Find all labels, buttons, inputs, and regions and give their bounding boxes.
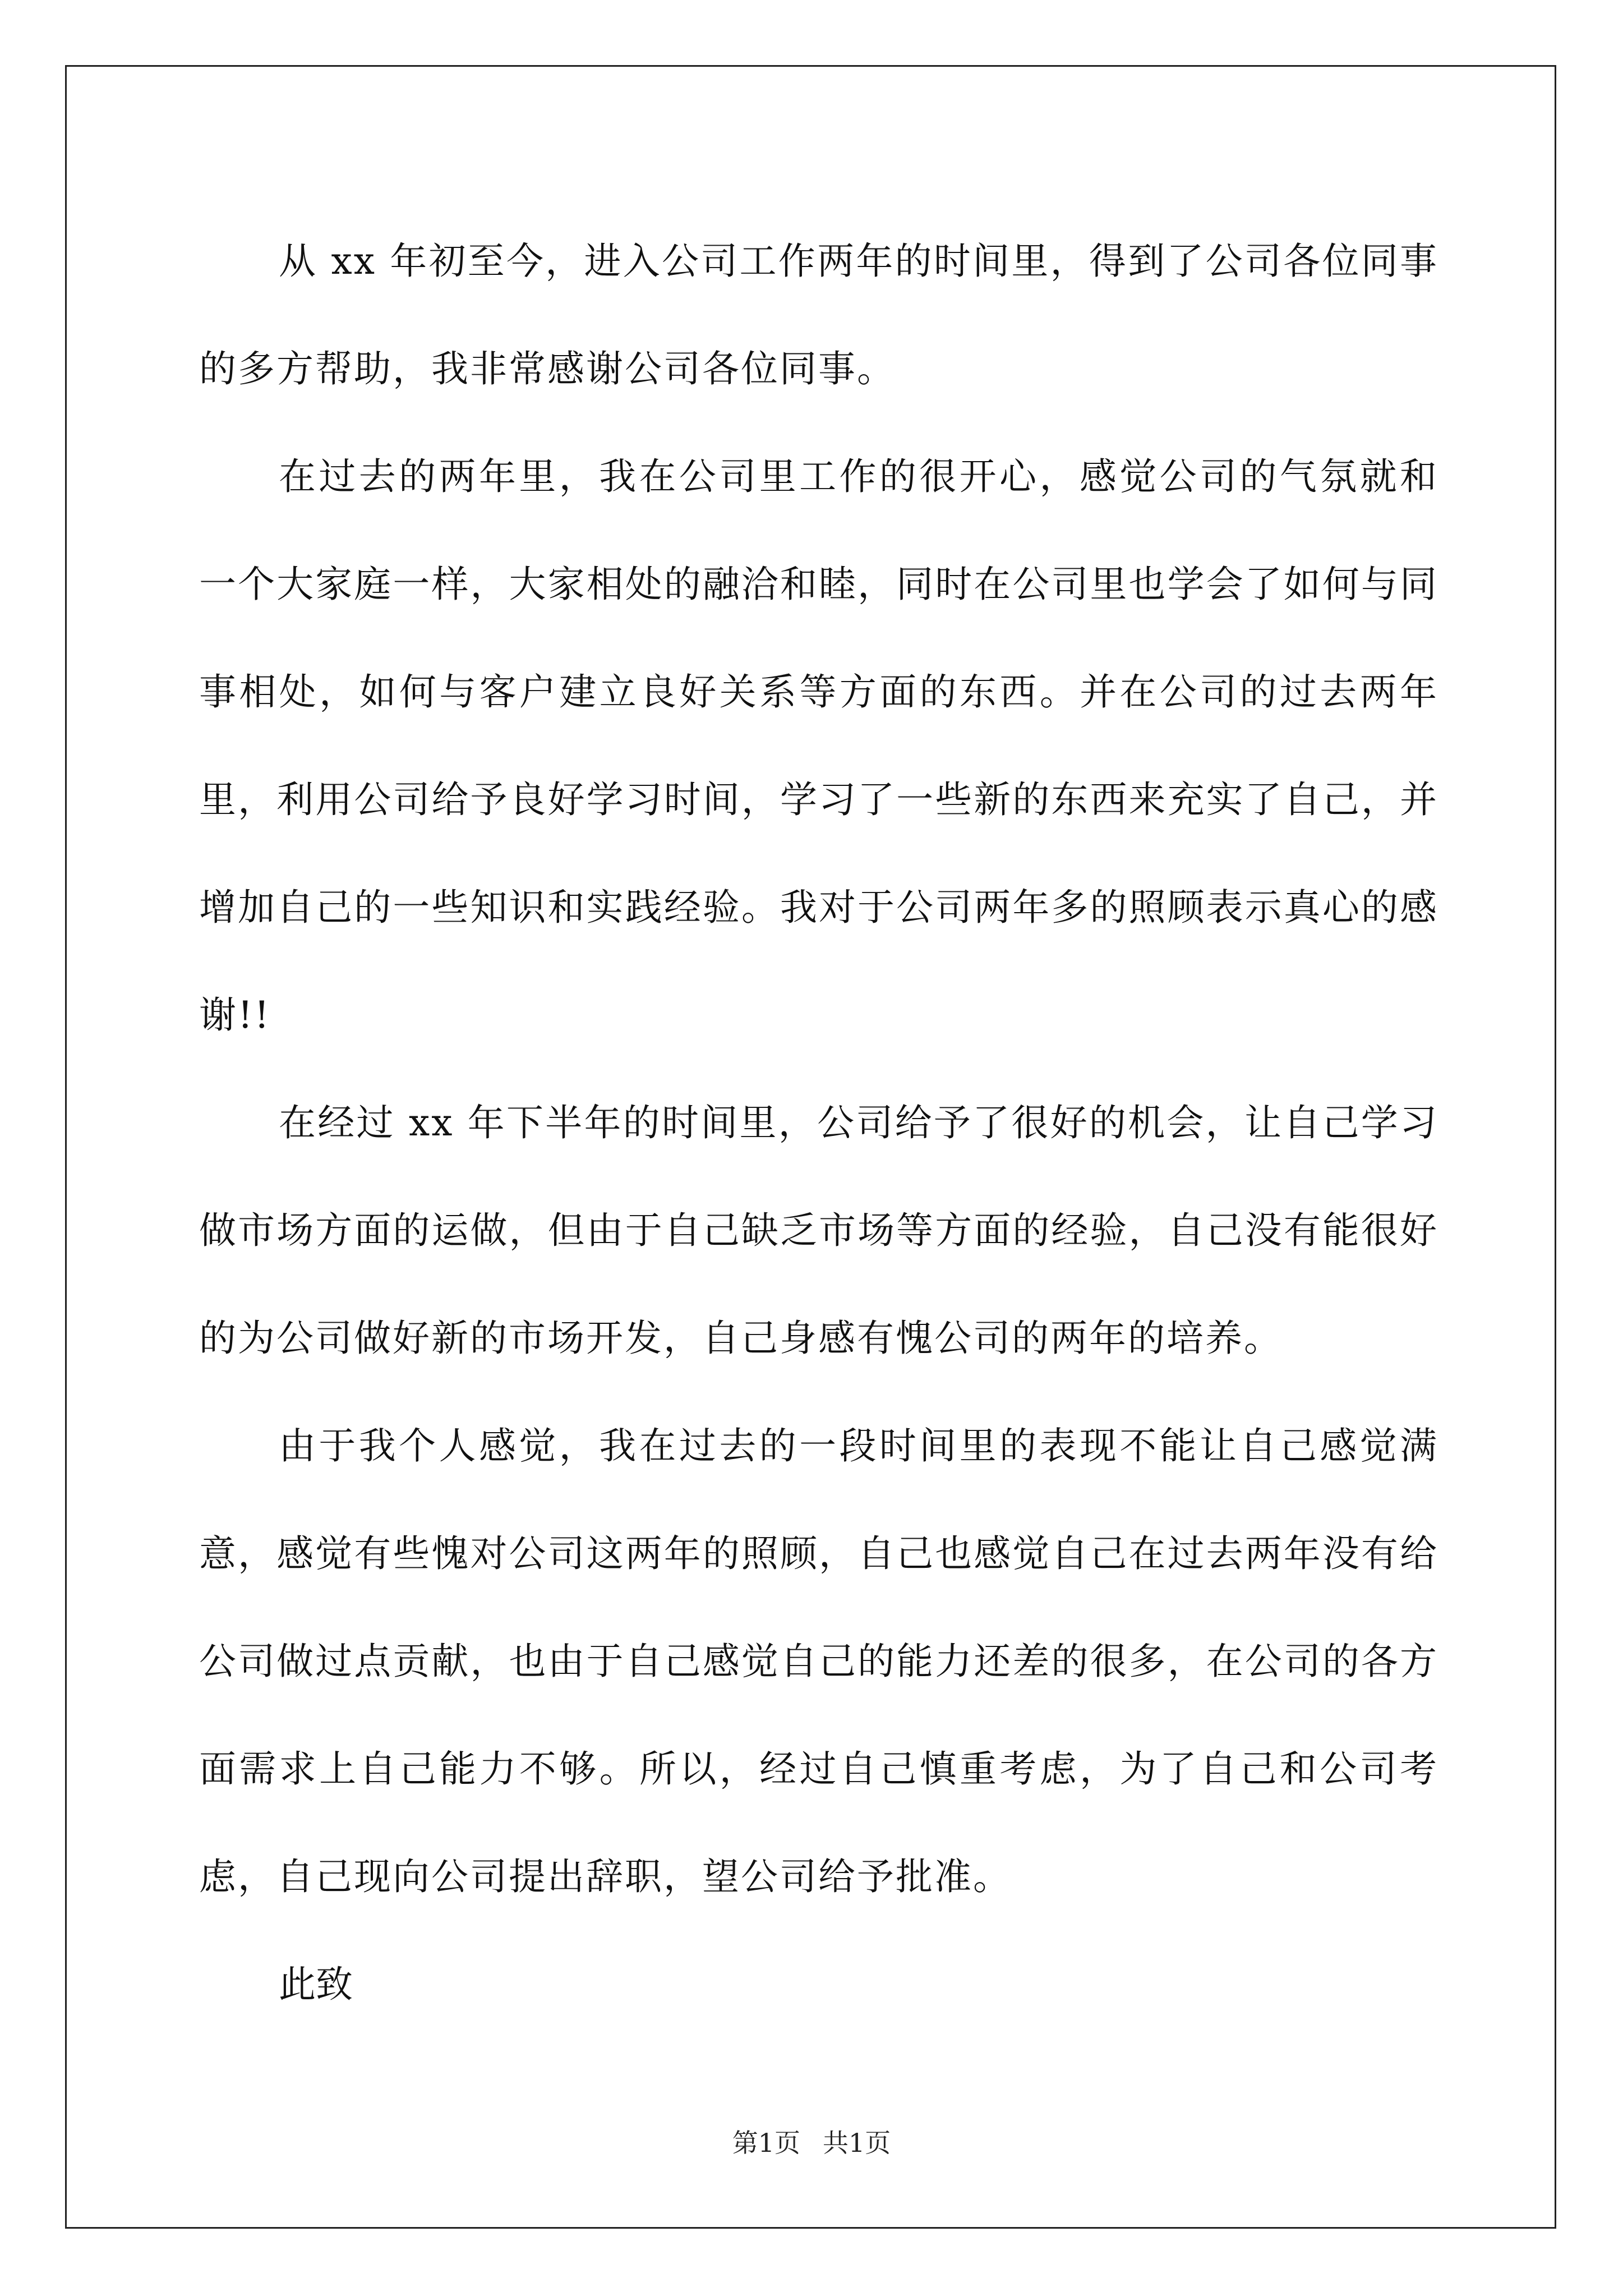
- paragraph-1: 从 xx 年初至今，进入公司工作两年的时间里，得到了公司各位同事的多方帮助，我非常感谢公司各位同事。: [199, 240, 1438, 390]
- closing-salutation: 此致: [279, 1963, 353, 2006]
- document-body: [199, 208, 1438, 2039]
- paragraph-3: 在经过 xx 年下半年的时间里，公司给予了很好的机会，让自己学习做市场方面的运做，但由于自己缺乏市场等方面的经验，自己没有能很好的为公司做好新的市场开发，自己身感有愧公司的两年的培养。: [199, 1101, 1438, 1360]
- page-number-total: 共1页: [823, 2128, 891, 2158]
- paragraph-4: 由于我个人感觉，我在过去的一段时间里的表现不能让自己感觉满意，感觉有些愧对公司这两年的照顾，自己也感觉自己在过去两年没有给公司做过点贡献，也由于自己感觉自己的能力还差的很多，在公司的各方面需求上自己能力不够。所以，经过自己慎重考虑，为了自己和公司考虑，自己现向公司提出辞职，望公司给予批准。: [199, 1424, 1438, 1898]
- page-number-current: 第1页: [732, 2128, 800, 2158]
- paragraph-2: 在过去的两年里，我在公司里工作的很开心，感觉公司的气氛就和一个大家庭一样，大家相处的融洽和睦，同时在公司里也学会了如何与同事相处，如何与客户建立良好关系等方面的东西。并在公司的过去两年里，利用公司给予良好学习时间，学习了一些新的东西来充实了自己，并增加自己的一些知识和实践经验。我对于公司两年多的照顾表示真心的感谢!!: [199, 455, 1438, 1037]
- page-footer: [0, 2126, 1623, 2160]
